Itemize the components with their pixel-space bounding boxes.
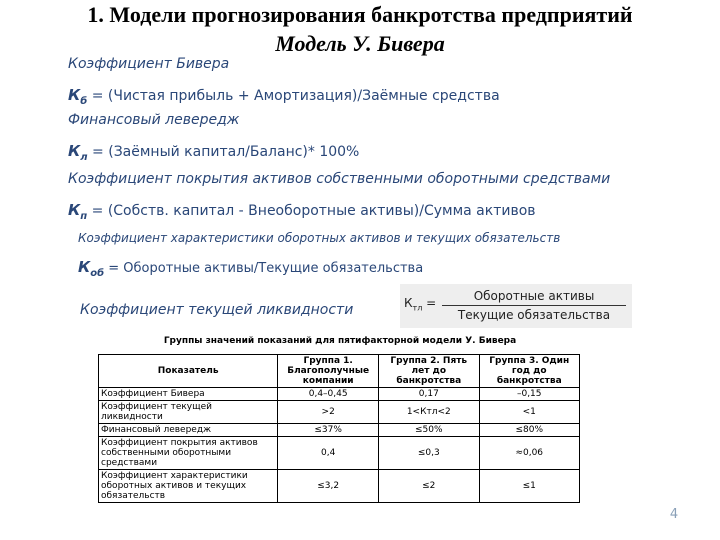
ratio-heading-liquidity: Коэффициент текущей ликвидности — [80, 302, 354, 318]
table-cell-group-3: ≤1 — [479, 470, 580, 503]
ratio-symbol: $К_л$ — [68, 142, 88, 163]
ratio-formula-beaver — [68, 86, 500, 107]
table-header-row — [99, 355, 580, 388]
ratio-formula-text: = (Заёмный капитал/Баланс)* 100% — [92, 144, 360, 160]
slide-title: 1. Модели прогнозирования банкротства предприятий — [87, 2, 633, 27]
table-cell-indicator: Коэффициент текущей ликвидности — [99, 401, 278, 424]
table-cell-indicator: Коэффициент покрытия активов собственными оборотными средствами — [99, 437, 278, 470]
ratio-formula-working-assets — [78, 258, 423, 279]
ratio-formula-coverage — [68, 201, 536, 222]
ratio-symbol: $К_{об}$ — [78, 258, 105, 279]
table-cell-group-2: ≤50% — [379, 424, 479, 437]
ratio-formula-text: = (Чистая прибыль + Амортизация)/Заёмные средства — [91, 88, 500, 104]
table-row — [99, 401, 580, 424]
ratio-heading-coverage: Коэффициент покрытия активов собственными оборотными средствами — [68, 171, 611, 187]
page-number: 4 — [669, 507, 679, 522]
liquidity-numerator: Оборотные активы — [473, 289, 595, 303]
liquidity-formula-box — [400, 284, 632, 328]
table-row — [99, 388, 580, 401]
table-cell-group-3: ≤80% — [479, 424, 580, 437]
table-row — [99, 437, 580, 470]
table-header-group-2: Группа 2. Пять лет до банкротства — [379, 355, 479, 388]
table-cell-group-2: 1<Ктл<2 — [379, 401, 479, 424]
table-cell-group-2: ≤2 — [379, 470, 479, 503]
liquidity-symbol: $К_{тл}$ = — [404, 296, 437, 313]
table-title: Группы значений показаний для пятифакторной модели У. Бивера — [163, 336, 517, 346]
table-cell-indicator: Коэффициент Бивера — [99, 388, 278, 401]
table-cell-group-3: –0,15 — [479, 388, 580, 401]
table-header-group-1: Группа 1. Благополучные компании — [278, 355, 379, 388]
ratio-formula-leverage — [68, 142, 359, 163]
table-cell-group-1: ≤37% — [278, 424, 379, 437]
ratio-symbol: $К_б$ — [68, 86, 88, 107]
table-cell-group-1: >2 — [278, 401, 379, 424]
table-cell-indicator: Коэффициент характеристики оборотных активов и текущих обязательств — [99, 470, 278, 503]
ratio-formula-text: = Оборотные активы/Текущие обязательства — [108, 261, 424, 276]
table-cell-group-1: ≤3,2 — [278, 470, 379, 503]
ratio-formula-text: = (Собств. капитал - Внеоборотные активы)/Сумма активов — [91, 203, 536, 219]
table-cell-group-1: 0,4 — [278, 437, 379, 470]
table-header-group-3: Группа 3. Один год до банкротства — [479, 355, 580, 388]
slide-subtitle: Модель У. Бивера — [275, 31, 445, 56]
fraction-bar — [442, 305, 626, 306]
table-header-indicator: Показатель — [99, 355, 278, 388]
table-cell-group-1: 0,4–0,45 — [278, 388, 379, 401]
table-cell-indicator: Финансовый левередж — [99, 424, 278, 437]
liquidity-denominator: Текущие обязательства — [457, 308, 611, 322]
table-cell-group-2: 0,17 — [379, 388, 479, 401]
table-row — [99, 424, 580, 437]
ratio-symbol: $К_п$ — [68, 201, 88, 222]
table-cell-group-3: <1 — [479, 401, 580, 424]
ratio-heading-leverage: Финансовый левередж — [68, 112, 240, 128]
ratio-heading-working-assets: Коэффициент характеристики оборотных активов и текущих обязательств — [78, 231, 561, 245]
table-cell-group-2: ≤0,3 — [379, 437, 479, 470]
table-cell-group-3: ≈0,06 — [479, 437, 580, 470]
beaver-groups-table — [98, 354, 580, 503]
table-row — [99, 470, 580, 503]
ratio-heading-beaver: Коэффициент Бивера — [68, 56, 230, 72]
